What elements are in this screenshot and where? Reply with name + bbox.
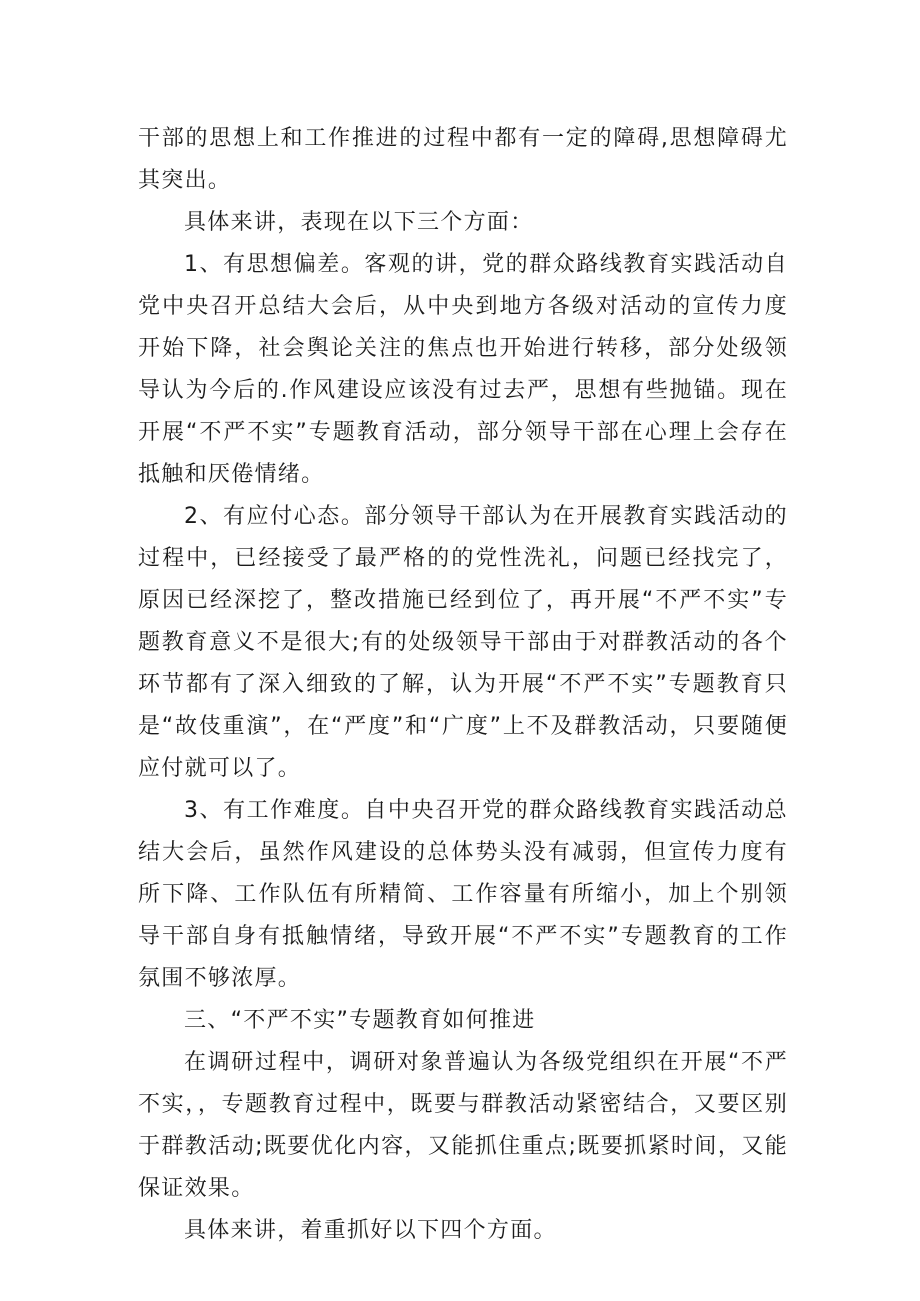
paragraph-survey: 在调研过程中，调研对象普遍认为各级党组织在开展“不严不实，，专题教育过程中，既要与群教活动紧密结合，又要区别于群教活动;既要优化内容，又能抓住重点;既要抓紧时间，又能保证效果。 xyxy=(138,1050,788,1201)
paragraph-intro-three-aspects: 具体来讲，表现在以下三个方面： xyxy=(184,210,534,235)
paragraph-point-3: 3、有工作难度。自中央召开党的群众路线教育实践活动总结大会后，虽然作风建设的总体势头没有减弱，但宣传力度有所下降、工作队伍有所精简、工作容量有所缩小，加上个别领导干部自身有抵触情绪，导致开展“不严不实”专题教育的工作氛围不够浓厚。 xyxy=(138,798,788,991)
document-body xyxy=(138,118,788,1252)
paragraph-intro-four-aspects: 具体来讲，着重抓好以下四个方面。 xyxy=(184,1218,557,1243)
section-heading-three: 三、“不严不实”专题教育如何推进 xyxy=(184,1008,536,1033)
paragraph-continuation: 干部的思想上和工作推进的过程中都有一定的障碍,思想障碍尤其突出。 xyxy=(138,126,788,193)
paragraph-point-2: 2、有应付心态。部分领导干部认为在开展教育实践活动的过程中，已经接受了最严格的的党性洗礼，问题已经找完了，原因已经深挖了，整改措施已经到位了，再开展“不严不实”专题教育意义不是很大;有的处级领导干部由于对群教活动的各个环节都有了深入细致的了解，认为开展“不严不实”专题教育只是“故伎重演”，在“严度”和“广度”上不及群教活动，只要随便应付就可以了。 xyxy=(138,504,788,781)
paragraph-point-1: 1、有思想偏差。客观的讲，党的群众路线教育实践活动自党中央召开总结大会后，从中央到地方各级对活动的宣传力度开始下降，社会舆论关注的焦点也开始进行转移，部分处级领导认为今后的.作风建设应该没有过去严，思想有些抛锚。现在开展“不严不实”专题教育活动，部分领导干部在心理上会存在抵触和厌倦情绪。 xyxy=(138,252,788,487)
